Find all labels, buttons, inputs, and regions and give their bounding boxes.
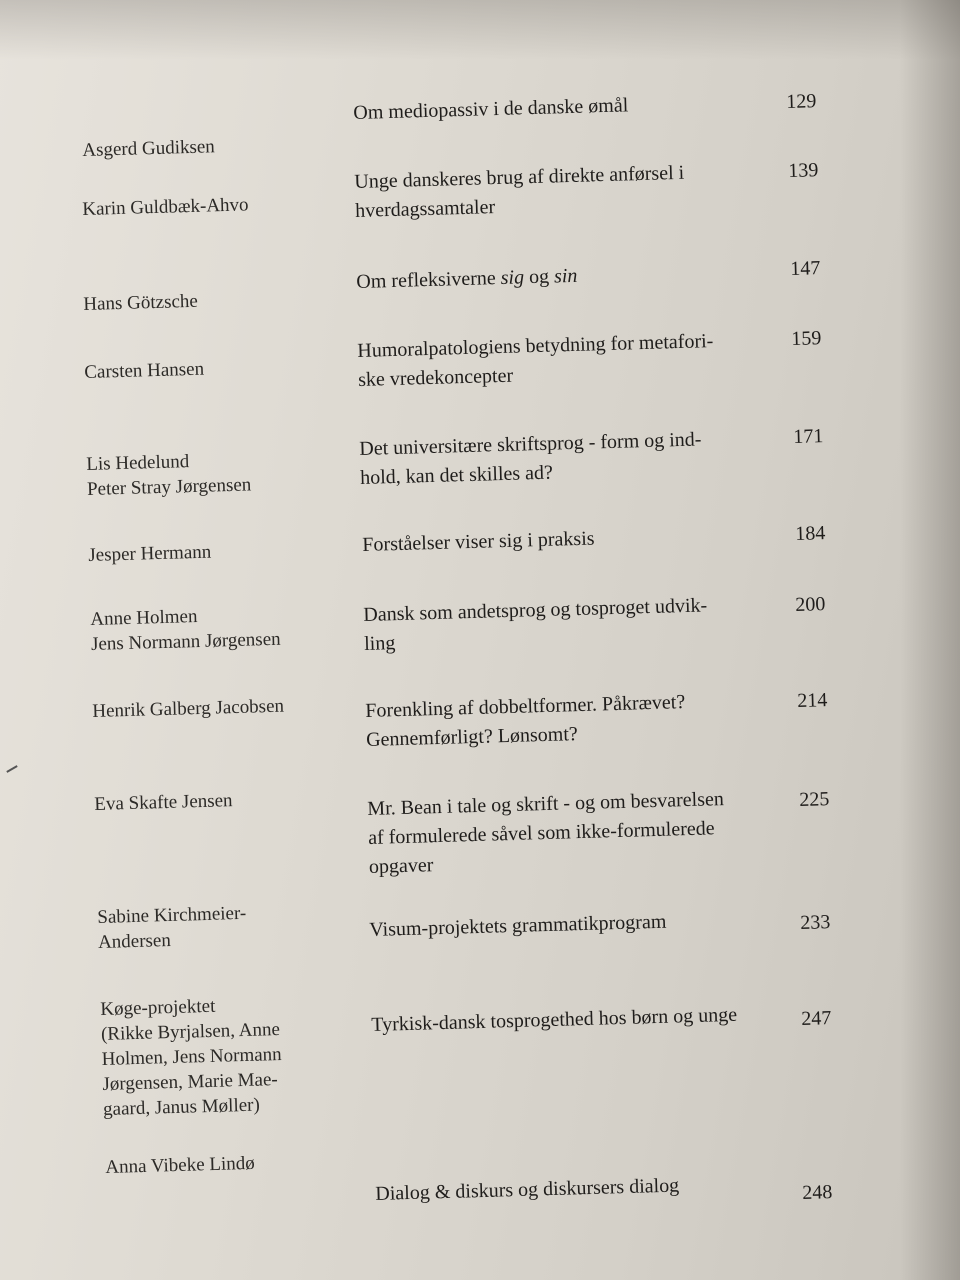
- entry-page-number: 129: [786, 90, 817, 113]
- entry-author: Køge-projektet (Rikke Byrjalsen, Anne Holmen, Jens Normann Jørgensen, Marie Mae- gaard, Janus Møller): [100, 995, 282, 1120]
- entry-page-number: 171: [793, 425, 824, 448]
- entry-title: Om mediopassiv i de danske ømål: [353, 94, 629, 124]
- entry-title: Visum-projektets grammatikprogram: [369, 910, 667, 941]
- entry-page-number: 147: [790, 257, 821, 280]
- entry-title: Dansk som andetsprog og tosproget udvik- ling: [363, 594, 708, 655]
- entry-author: Anne Holmen Jens Normann Jørgensen: [90, 606, 281, 655]
- entry-author: Carsten Hansen: [84, 358, 205, 383]
- entry-title: Unge danskeres brug af direkte anførsel i hverdagssamtaler: [354, 161, 685, 222]
- entry-author: Lis Hedelund Peter Stray Jørgensen: [86, 451, 252, 500]
- entry-author: Eva Skafte Jensen: [94, 790, 233, 815]
- entry-page-number: 184: [795, 522, 826, 545]
- entry-page-number: 214: [797, 689, 828, 712]
- entry-title: Forenkling af dobbeltformer. Påkrævet? Gennemførligt? Lønsomt?: [365, 691, 686, 751]
- entry-page-number: 247: [801, 1007, 832, 1030]
- entry-title: Humoralpatologiens betydning for metafori- ske vredekoncepter: [357, 330, 714, 391]
- entry-page-number: 200: [795, 593, 826, 616]
- entry-title: Tyrkisk-dansk tosprogethed hos børn og unge: [371, 1003, 738, 1036]
- entry-author: Anna Vibeke Lindø: [105, 1152, 256, 1178]
- entry-author: Hans Götzsche: [83, 290, 199, 315]
- entry-page-number: 159: [791, 327, 822, 350]
- entry-page-number: 248: [802, 1181, 833, 1204]
- entry-author: Jesper Hermann: [88, 541, 212, 566]
- entry-page-number: 139: [788, 159, 819, 182]
- entry-author: Sabine Kirchmeier- Andersen: [97, 902, 247, 953]
- entry-author: Asgerd Gudiksen: [82, 136, 216, 161]
- entry-page-number: 225: [799, 788, 830, 811]
- entry-title: Det universitære skriftsprog - form og ind- hold, kan det skilles ad?: [359, 428, 702, 489]
- entry-title: Forståelser viser sig i praksis: [362, 527, 595, 556]
- entry-title: Dialog & diskurs og diskursers dialog: [375, 1174, 680, 1205]
- entry-title: Om refleksiverne sig og sin: [356, 264, 578, 293]
- entry-page-number: 233: [800, 911, 831, 934]
- entry-author: Karin Guldbæk-Ahvo: [82, 194, 249, 220]
- entry-title: Mr. Bean i tale og skrift - og om besvarelsen af formulerede såvel som ikke-formulerede opgaver: [367, 788, 725, 878]
- entry-author: Henrik Galberg Jacobsen: [92, 695, 285, 722]
